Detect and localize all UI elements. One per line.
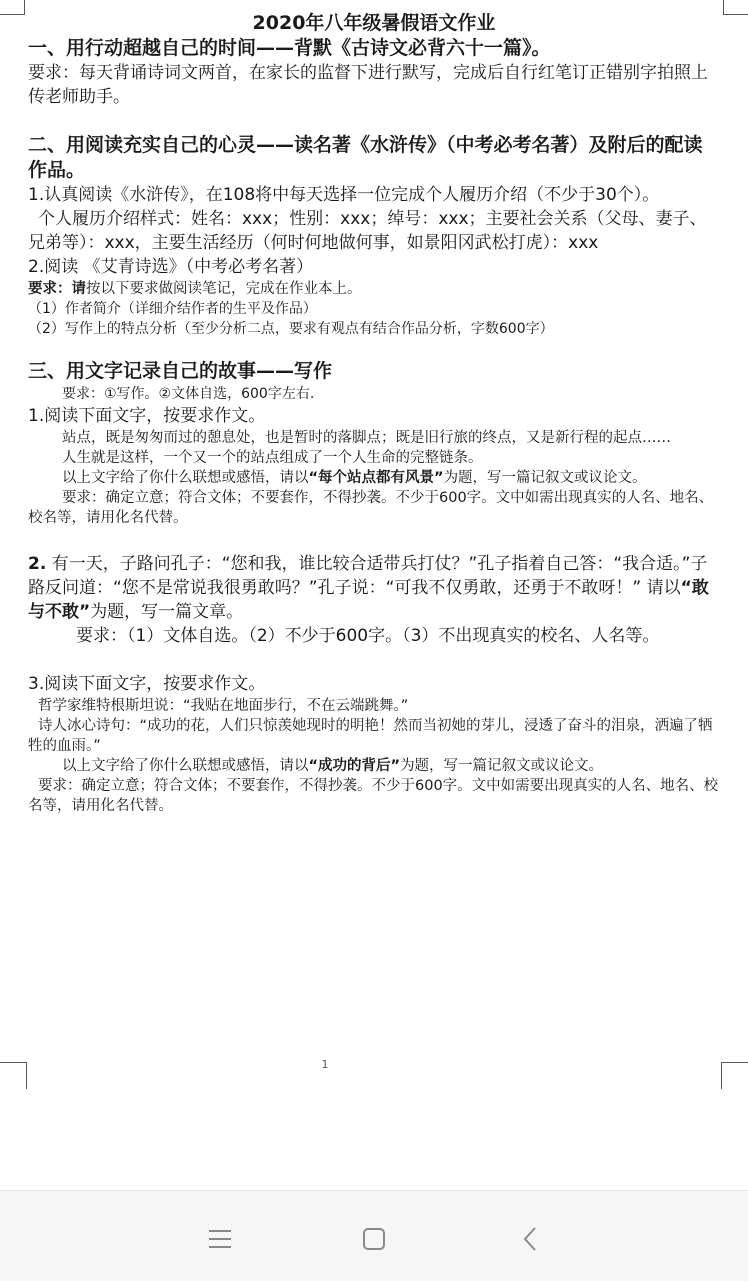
section-2-requirement-label: 要求：请 — [28, 281, 86, 297]
topic-1-paragraph-1: 站点，既是匆匆而过的憩息处，也是暂时的落脚点；既是旧行旅的终点，又是新行程的起点…… — [62, 430, 671, 446]
topic-2-title: “敢与不敢” — [28, 578, 709, 622]
topic-3-prompt-text: 以上文字给了你什么联想或感悟，请以 — [62, 758, 309, 774]
section-2-item-2: 2.阅读 《艾青诗选》（中考必考名著） — [28, 257, 314, 277]
section-2-resume-format: 个人履历介绍样式：姓名：xxx；性别：xxx；绰号：xxx；主要社会关系（父母、妻子、兄弟等）：xxx，主要生活经历（何时何地做何事，如景阳冈武松打虎）：xxx — [28, 209, 707, 253]
topic-1-heading: 1.阅读下面文字，按要求作文。 — [28, 406, 266, 426]
topic-1-paragraph-3 — [28, 468, 720, 488]
back-button[interactable] — [506, 1219, 554, 1259]
menu-icon — [207, 1228, 233, 1250]
section-2-item-1: 1.认真阅读《水浒传》，在108将中每天选择一位完成个人履历介绍（不少于30个）。 — [28, 185, 660, 205]
crop-mark-bottom-right — [721, 1062, 748, 1089]
topic-2-requirement: 要求：（1）文体自选。（2）不少于600字。（3）不出现真实的校名、人名等。 — [76, 626, 660, 646]
topic-3-quote-1: 哲学家维特根斯坦说：“我贴在地面步行，不在云端跳舞。” — [38, 698, 409, 714]
document-body — [28, 10, 720, 816]
topic-2-story: 有一天，子路问孔子：“您和我，谁比较合适带兵打仗？”孔子指着自己答：“我合适。”子路反问道：“您不是常说我很勇敢吗？”孔子说：“可我不仅勇敢，还勇于不敢呀！” 请以 — [28, 554, 708, 598]
section-3-requirement: 要求：①写作。②文体自选，600字左右. — [62, 386, 315, 402]
section-2-subitem-2: （2）写作上的特点分析（至少分析二点，要求有观点有结合作品分析，字数600字） — [28, 321, 554, 337]
document-title: 2020年八年级暑假语文作业 — [252, 12, 496, 34]
section-1-requirement: 要求：每天背诵诗词文两首，在家长的监督下进行默写，完成后自行红笔订正错别字拍照上传老师助手。 — [28, 63, 708, 107]
menu-button[interactable] — [196, 1219, 244, 1259]
topic-3-title: “成功的背后” — [308, 758, 401, 774]
section-2-heading: 二、用阅读充实自己的心灵——读名著《水浒传》（中考必考名著）及附后的配读作品。 — [28, 134, 703, 181]
topic-2-paragraph — [28, 552, 720, 624]
back-chevron-icon — [521, 1225, 539, 1253]
home-square-icon — [362, 1227, 386, 1251]
topic-3-requirement: 要求：确定立意；符合文体；不要套作，不得抄袭。不少于600字。文中如需要出现真实的人名、地名、校名等，请用化名代替。 — [28, 778, 719, 814]
section-3-heading: 三、用文字记录自己的故事——写作 — [28, 360, 333, 382]
topic-1-requirement: 要求：确定立意；符合文体；不要套作，不得抄袭。不少于600字。文中如需出现真实的人名、地名、校名等，请用化名代替。 — [28, 490, 714, 526]
section-2-subitem-1: （1）作者简介（详细介结作者的生平及作品） — [28, 301, 317, 317]
topic-1-title: “每个站点都有风景” — [308, 470, 444, 486]
topic-2-prompt-tail: 为题，写一篇文章。 — [90, 602, 244, 622]
topic-1-prompt-tail: 为题，写一篇记叙文或议论文。 — [443, 470, 647, 486]
topic-3-prompt-tail: 为题，写一篇记叙文或议论文。 — [400, 758, 604, 774]
topic-2-number: 2. — [28, 554, 47, 574]
section-1-heading: 一、用行动超越自己的时间——背默《古诗文必背六十一篇》。 — [28, 37, 551, 59]
topic-3-quote-2: 诗人冰心诗句：“成功的花，人们只惊羡她现时的明艳！然而当初她的芽儿，浸透了奋斗的泪泉，洒遍了牺牲的血雨。” — [28, 718, 713, 754]
section-2-requirement — [28, 279, 720, 299]
crop-mark-top-right — [723, 0, 748, 15]
topic-3-paragraph-3 — [28, 756, 720, 776]
home-button[interactable] — [350, 1219, 398, 1259]
section-2-requirement-text: 按以下要求做阅读笔记，完成在作业本上。 — [86, 281, 362, 297]
topic-3-heading: 3.阅读下面文字，按要求作文。 — [28, 674, 266, 694]
page-number: 1 — [321, 1058, 329, 1071]
android-navigation-bar — [0, 1190, 748, 1281]
topic-1-paragraph-2: 人生就是这样，一个又一个的站点组成了一个人生命的完整链条。 — [62, 450, 483, 466]
crop-mark-top-left — [0, 0, 25, 15]
topic-1-prompt-text: 以上文字给了你什么联想或感悟，请以 — [62, 470, 309, 486]
